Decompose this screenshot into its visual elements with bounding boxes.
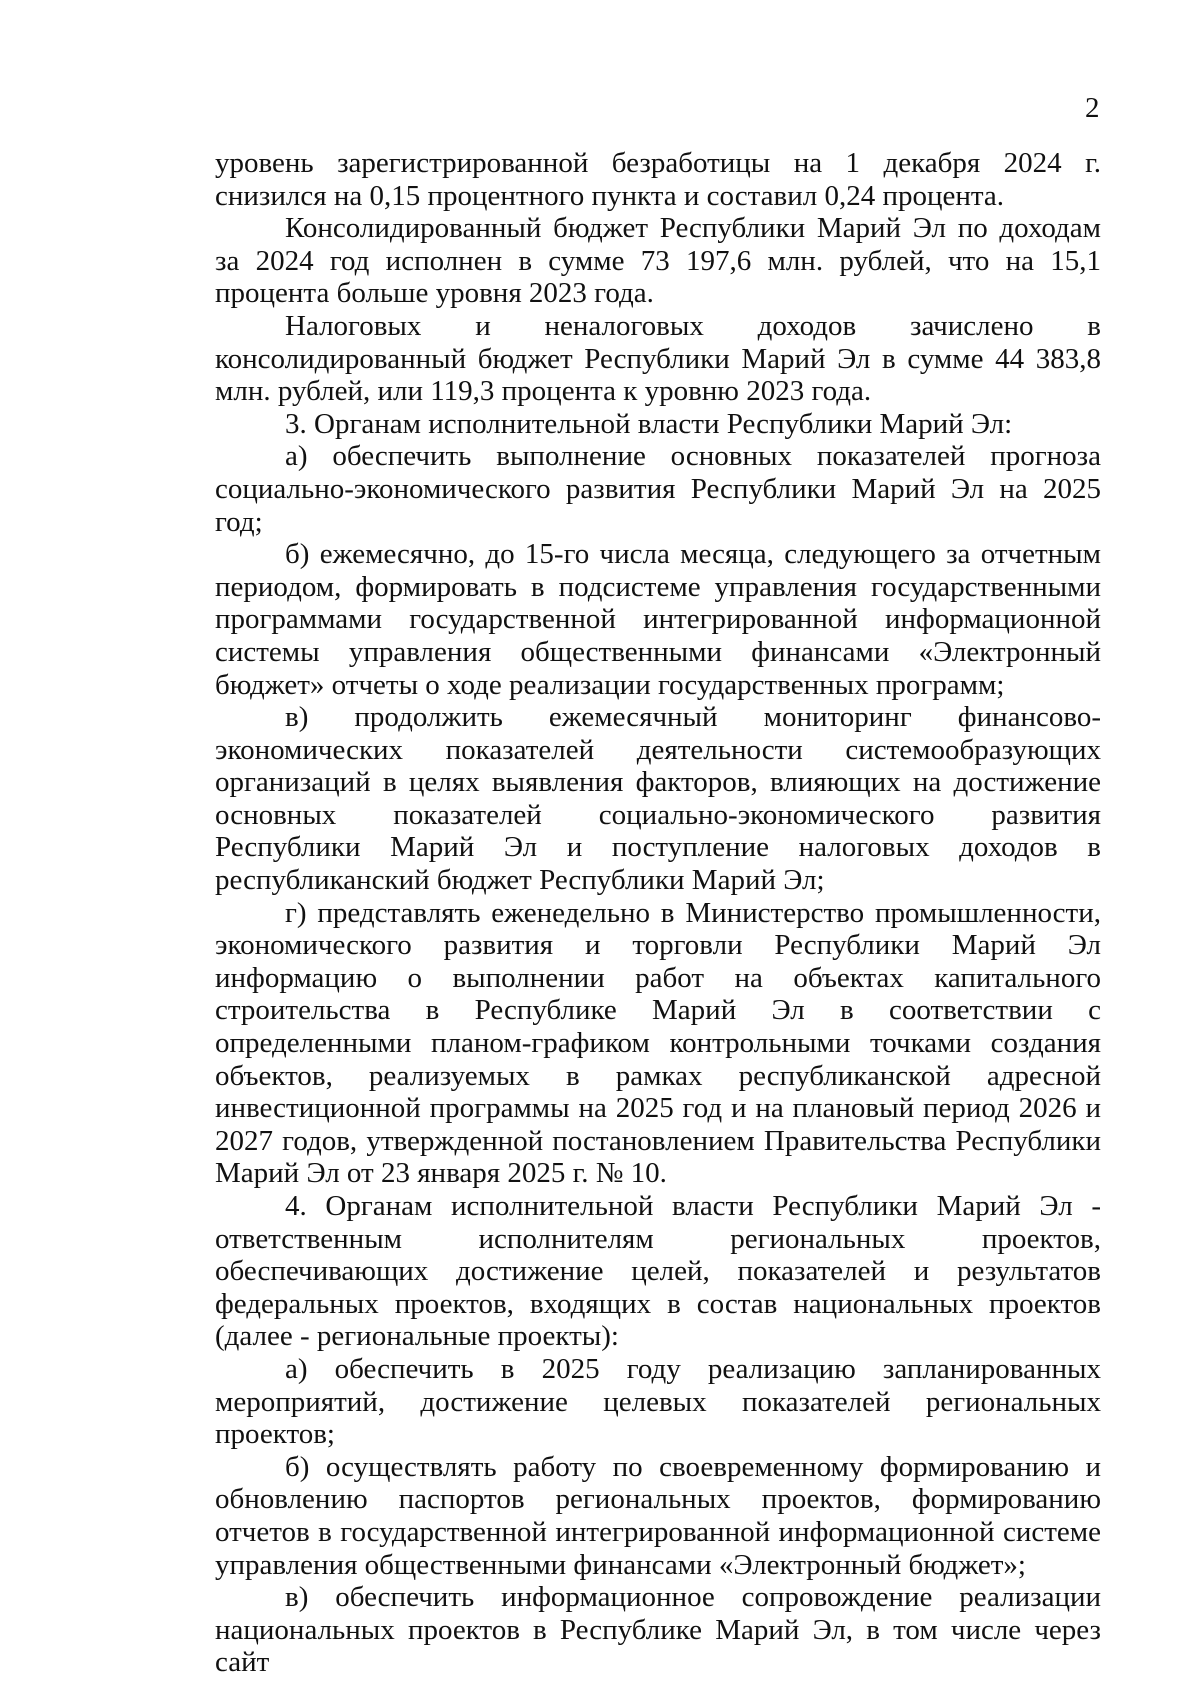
paragraph-item-4a: а) обеспечить в 2025 году реализацию запланированных мероприятий, достижение целевых показателей региональных проектов; [215, 1352, 1101, 1451]
paragraph-item-3: 3. Органам исполнительной власти Республики Марий Эл: [285, 407, 1013, 440]
page-number: 2 [1085, 92, 1100, 124]
paragraph-item-4v: в) обеспечить информационное сопровождение реализации национальных проектов в Республике Марий Эл, в том числе через сайт [215, 1581, 1101, 1679]
paragraph-tax-revenue: Налоговых и неналоговых доходов зачислено в консолидированный бюджет Республики Марий Эл в сумме 44 383,8 млн. рублей, или 119,3 процента к уровню 2023 года. [215, 309, 1101, 408]
paragraph-item-3v: в) продолжить ежемесячный мониторинг финансово-экономических показателей деятельности системообразующих организаций в целях выявления факторов, влияющих на достижение основных показателей социально-экономического развития Республики Марий Эл и поступление налоговых доходов в республиканский бюджет Республики Марий Эл; [215, 701, 1101, 897]
paragraph-item-4b: б) осуществлять работу по своевременному формированию и обновлению паспортов региональных проектов, формированию отчетов в государственной интегрированной информационной системе управления общественными финансами «Электронный бюджет»; [215, 1450, 1101, 1581]
paragraph-item-3g: г) представлять еженедельно в Министерство промышленности, экономического развития и торговли Республики Марий Эл информацию о выполнении работ на объектах капитального строительства в Республике Марий Эл в соответствии с определенными планом-графиком контрольными точками создания объектов, реализуемых в рамках республиканской адресной инвестиционной программы на 2025 год и на плановый период 2026 и 2027 годов, утвержденной постановлением Правительства Республики Марий Эл от 23 января 2025 г. № 10. [215, 896, 1101, 1190]
paragraph-item-4: 4. Органам исполнительной власти Республики Марий Эл - ответственным исполнителям региональных проектов, обеспечивающих достижение целей, показателей и результатов федеральных проектов, входящих в состав национальных проектов (далее - региональные проекты): [215, 1190, 1101, 1353]
paragraph-consolidated-budget: Консолидированный бюджет Республики Марий Эл по доходам за 2024 год исполнен в сумме 73 197,6 млн. рублей, что на 15,1 процента больше уровня 2023 года. [215, 212, 1101, 310]
paragraph-item-3a: а) обеспечить выполнение основных показателей прогноза социально-экономического развития Республики Марий Эл на 2025 год; [215, 440, 1101, 538]
paragraph-unemployment: уровень зарегистрированной безработицы на 1 декабря 2024 г. снизился на 0,15 процентного пункта и составил 0,24 процента. [215, 147, 1101, 212]
document-body [215, 147, 1101, 1679]
paragraph-item-3b: б) ежемесячно, до 15-го числа месяца, следующего за отчетным периодом, формировать в подсистеме управления государственными программами государственной интегрированной информационной системы управления общественными финансами «Электронный бюджет» отчеты о ходе реализации государственных программ; [215, 538, 1101, 701]
